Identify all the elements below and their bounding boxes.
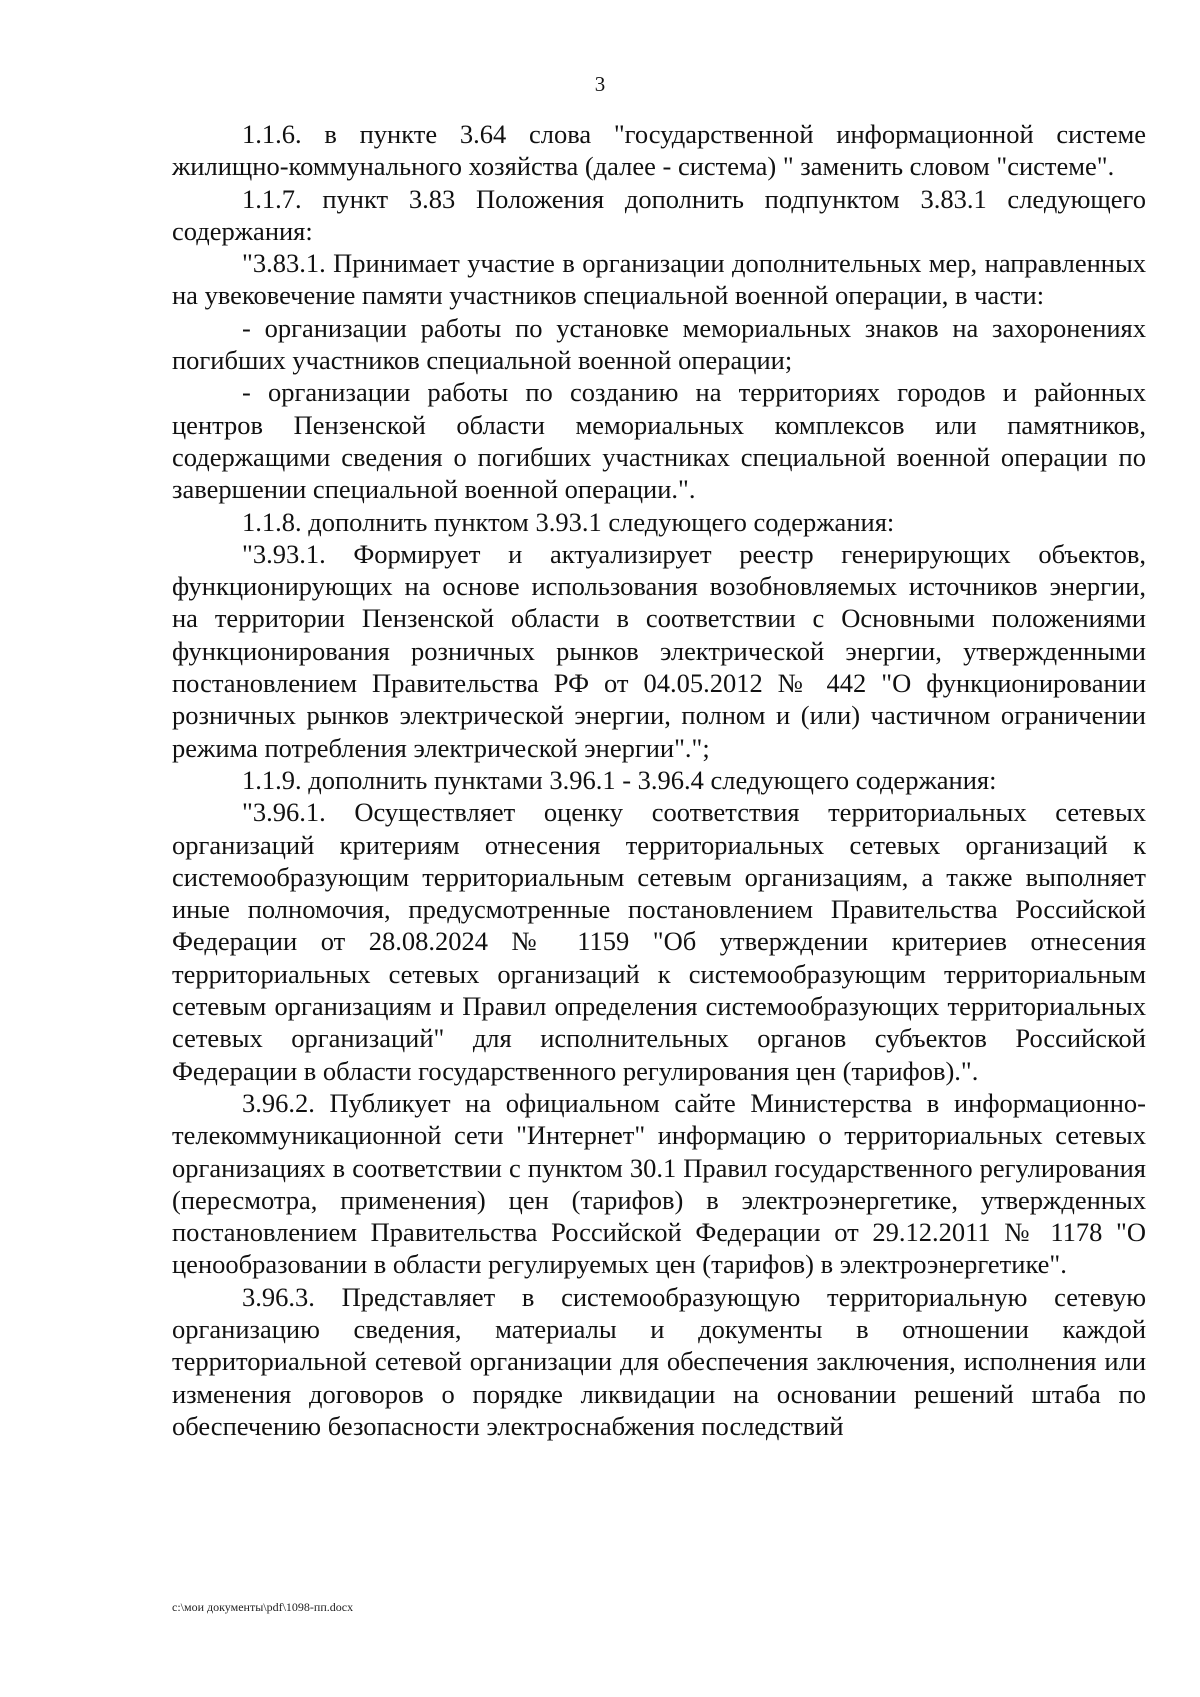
paragraph-1-1-6: 1.1.6. в пункте 3.64 слова "государственной информационной системе жилищно-коммунального хозяйства (далее - система) " заменить словом "системе".: [172, 119, 1146, 182]
paragraph-3-96-1: "3.96.1. Осуществляет оценку соответствия территориальных сетевых организаций критериям отнесения территориальных сетевых организаций к системообразующим территориальным сетевым организациям, а также выполняет иные полномочия, предусмотренные постановлением Правительства Российской Федерации от 28.08.2024 № 1159 "Об утверждении критериев отнесения территориальных сетевых организаций к системообразующим территориальным сетевым организациям и Правил определения системообразующих территориальных сетевых организаций" для исполнительных органов субъектов Российской Федерации в области государственного регулирования цен (тарифов).".: [172, 797, 1146, 1086]
paragraph-3-96-3: 3.96.3. Представляет в системообразующую территориальную сетевую организацию сведения, материалы и документы в отношении каждой территориальной сетевой организации для обеспечения заключения, исполнения или изменения договоров о порядке ликвидации на основании решений штаба по обеспечению безопасности электроснабжения последствий: [172, 1281, 1146, 1441]
paragraph-list-item-memorial-signs: - организации работы по установке мемориальных знаков на захоронениях погибших участников специальной военной операции;: [172, 312, 1146, 376]
paragraph-1-1-8: 1.1.8. дополнить пунктом 3.93.1 следующего содержания:: [242, 506, 895, 537]
paragraph-3-96-2: 3.96.2. Публикует на официальном сайте Министерства в информационно-телекоммуникационной сети "Интернет" информацию о территориальных сетевых организациях в соответствии с пунктом 30.1 Правил государственного регулирования (пересмотра, применения) цен (тарифов) в электроэнергетике, утвержденных постановлением Правительства Российской Федерации от 29.12.2011 № 1178 "О ценообразовании в области регулируемых цен (тарифов) в электроэнергетике".: [172, 1087, 1146, 1280]
footer-file-path: c:\мои документы\pdf\1098-пп.docx: [172, 1600, 354, 1614]
document-body: [172, 118, 1146, 1442]
paragraph-3-93-1: "3.93.1. Формирует и актуализирует реестр генерирующих объектов, функционирующих на основе использования возобновляемых источников энергии, на территории Пензенской области в соответствии с Основными положениями функционирования розничных рынков электрической энергии, утвержденными постановлением Правительства РФ от 04.05.2012 № 442 "О функционировании розничных рынков электрической энергии, полном и (или) частичном ограничении режима потребления электрической энергии".";: [172, 538, 1146, 763]
page-number: 3: [594, 72, 606, 96]
paragraph-3-83-1: "3.83.1. Принимает участие в организации дополнительных мер, направленных на увековечение памяти участников специальной военной операции, в части:: [172, 248, 1146, 311]
paragraph-list-item-memorial-complexes: - организации работы по созданию на территориях городов и районных центров Пензенской области мемориальных комплексов или памятников, содержащими сведения о погибших участниках специальной военной операции по завершении специальной военной операции.".: [172, 377, 1146, 505]
paragraph-1-1-9: 1.1.9. дополнить пунктами 3.96.1 - 3.96.4 следующего содержания:: [242, 764, 997, 795]
paragraph-1-1-7: 1.1.7. пункт 3.83 Положения дополнить подпунктом 3.83.1 следующего содержания:: [172, 183, 1146, 246]
